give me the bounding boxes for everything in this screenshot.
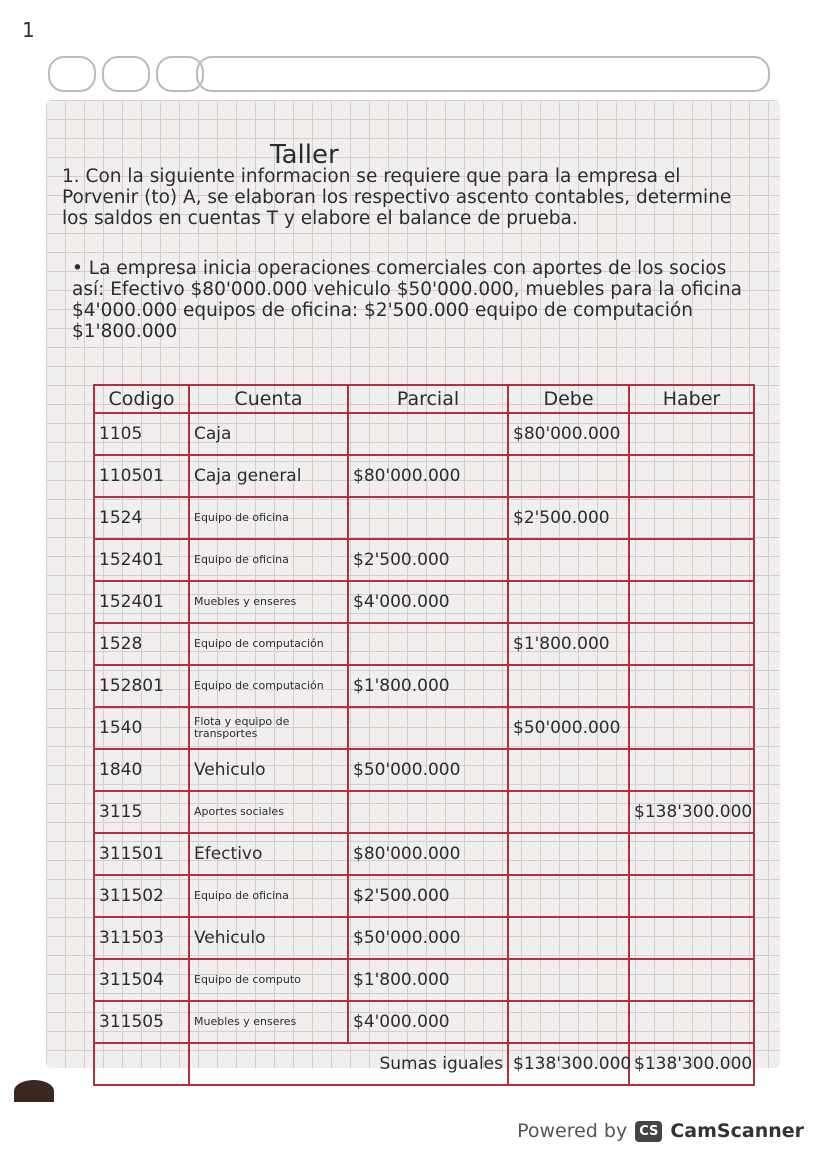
cell-cuenta: Aportes sociales xyxy=(189,791,348,833)
table-row xyxy=(94,413,754,455)
table-row xyxy=(94,497,754,539)
header-parcial: Parcial xyxy=(348,385,508,413)
cell-cuenta: Caja general xyxy=(189,455,348,497)
cell-codigo: 152401 xyxy=(94,539,189,581)
cell-codigo: 311502 xyxy=(94,875,189,917)
cell-codigo: 311505 xyxy=(94,1001,189,1043)
cell-cuenta: Muebles y enseres xyxy=(189,1001,348,1043)
cell-haber xyxy=(629,833,754,875)
cell-cuenta: Vehiculo xyxy=(189,917,348,959)
cell-haber: $138'300.000 xyxy=(629,791,754,833)
cell-debe xyxy=(508,917,629,959)
cell-debe xyxy=(508,959,629,1001)
cell-parcial xyxy=(348,413,508,455)
cell-codigo: 110501 xyxy=(94,455,189,497)
cell-parcial xyxy=(348,623,508,665)
totals-row xyxy=(94,1043,754,1085)
cell-parcial xyxy=(348,707,508,749)
cell-codigo: 311501 xyxy=(94,833,189,875)
cell-cuenta: Caja xyxy=(189,413,348,455)
cell-cuenta: Equipo de computo xyxy=(189,959,348,1001)
table-row xyxy=(94,581,754,623)
cell-parcial: $2'500.000 xyxy=(348,539,508,581)
cell-cuenta: Equipo de oficina xyxy=(189,539,348,581)
cell-codigo: 311503 xyxy=(94,917,189,959)
cell-cuenta: Vehiculo xyxy=(189,749,348,791)
cell-haber xyxy=(629,707,754,749)
cell-cuenta: Equipo de oficina xyxy=(189,497,348,539)
table-row xyxy=(94,707,754,749)
cell-haber xyxy=(629,413,754,455)
camscanner-logo-icon: CS xyxy=(635,1121,662,1142)
exercise-statement: 1. Con la siguiente informacion se requiere que para la empresa el Porvenir (to) A, se elaboran los respectivo ascento contables, determine los saldos en cuentas T y elabore el balance de prueba. xyxy=(62,166,732,229)
cell-parcial: $50'000.000 xyxy=(348,917,508,959)
table-row xyxy=(94,455,754,497)
cell-haber xyxy=(629,581,754,623)
cell-cuenta: Equipo de computación xyxy=(189,665,348,707)
totals-haber: $138'300.000 xyxy=(629,1043,754,1085)
cell-haber xyxy=(629,455,754,497)
cell-cuenta: Efectivo xyxy=(189,833,348,875)
cell-parcial: $1'800.000 xyxy=(348,959,508,1001)
page-title: Taller xyxy=(270,140,339,170)
cell-debe xyxy=(508,749,629,791)
cell-cuenta: Equipo de oficina xyxy=(189,875,348,917)
page-number: 1 xyxy=(22,18,35,42)
header-cuenta: Cuenta xyxy=(189,385,348,413)
powered-by-text: Powered by xyxy=(517,1120,628,1142)
cell-cuenta: Muebles y enseres xyxy=(189,581,348,623)
cell-haber xyxy=(629,665,754,707)
cell-haber xyxy=(629,623,754,665)
cell-haber xyxy=(629,959,754,1001)
cell-cuenta: Equipo de computación xyxy=(189,623,348,665)
cell-haber xyxy=(629,875,754,917)
cell-debe xyxy=(508,791,629,833)
table-row xyxy=(94,665,754,707)
cell-parcial xyxy=(348,791,508,833)
table-row xyxy=(94,959,754,1001)
cell-parcial: $4'000.000 xyxy=(348,581,508,623)
finger-shadow xyxy=(14,1080,54,1102)
cell-parcial: $80'000.000 xyxy=(348,455,508,497)
cell-parcial: $4'000.000 xyxy=(348,1001,508,1043)
cell-cuenta: Flota y equipo de transportes xyxy=(189,707,348,749)
cell-debe xyxy=(508,539,629,581)
cell-parcial: $1'800.000 xyxy=(348,665,508,707)
cell-parcial: $80'000.000 xyxy=(348,833,508,875)
notebook-header-circles xyxy=(48,56,204,92)
table-row xyxy=(94,875,754,917)
cell-codigo: 152801 xyxy=(94,665,189,707)
table-row xyxy=(94,833,754,875)
cell-haber xyxy=(629,917,754,959)
cell-haber xyxy=(629,497,754,539)
cell-codigo: 1528 xyxy=(94,623,189,665)
totals-debe: $138'300.000 xyxy=(508,1043,629,1085)
cell-debe: $2'500.000 xyxy=(508,497,629,539)
cell-haber xyxy=(629,539,754,581)
cell-empty xyxy=(94,1043,189,1085)
brand-name: CamScanner xyxy=(670,1120,804,1142)
cell-debe: $80'000.000 xyxy=(508,413,629,455)
cell-parcial: $50'000.000 xyxy=(348,749,508,791)
cell-codigo: 3115 xyxy=(94,791,189,833)
table-header xyxy=(94,385,754,413)
table-row xyxy=(94,749,754,791)
header-haber: Haber xyxy=(629,385,754,413)
cell-debe xyxy=(508,1001,629,1043)
totals-label: Sumas iguales xyxy=(189,1043,508,1085)
cell-parcial: $2'500.000 xyxy=(348,875,508,917)
header-debe: Debe xyxy=(508,385,629,413)
cell-debe xyxy=(508,665,629,707)
cell-parcial xyxy=(348,497,508,539)
cell-debe: $50'000.000 xyxy=(508,707,629,749)
cell-codigo: 1524 xyxy=(94,497,189,539)
cell-codigo: 1840 xyxy=(94,749,189,791)
camscanner-watermark xyxy=(517,1120,804,1142)
cell-debe xyxy=(508,581,629,623)
cell-debe: $1'800.000 xyxy=(508,623,629,665)
cell-codigo: 311504 xyxy=(94,959,189,1001)
table-row xyxy=(94,1001,754,1043)
table-row xyxy=(94,623,754,665)
cell-codigo: 152401 xyxy=(94,581,189,623)
table-row xyxy=(94,917,754,959)
cell-debe xyxy=(508,875,629,917)
header-codigo: Codigo xyxy=(94,385,189,413)
table-row xyxy=(94,539,754,581)
cell-debe xyxy=(508,455,629,497)
cell-codigo: 1540 xyxy=(94,707,189,749)
notebook-header-bar xyxy=(196,56,770,92)
cell-debe xyxy=(508,833,629,875)
trial-balance-table xyxy=(93,384,755,1086)
exercise-data: • La empresa inicia operaciones comerciales con aportes de los socios así: Efectivo $80'000.000 vehiculo $50'000.000, muebles para la oficina $4'000.000 equipos de oficina: $2'500.000 equipo de computación $1'800.000 xyxy=(72,258,742,342)
cell-codigo: 1105 xyxy=(94,413,189,455)
cell-haber xyxy=(629,749,754,791)
cell-haber xyxy=(629,1001,754,1043)
table-row xyxy=(94,791,754,833)
